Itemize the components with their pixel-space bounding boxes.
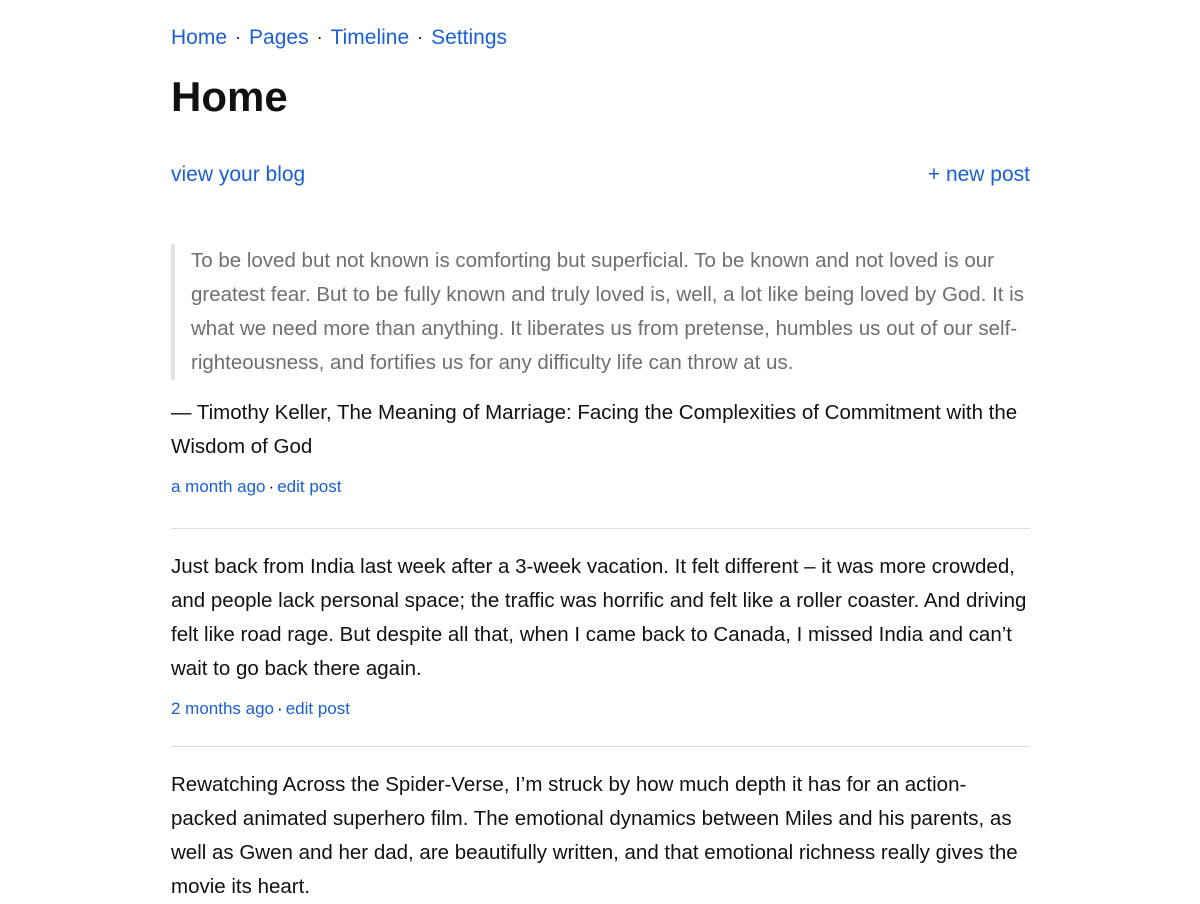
post-divider [171, 528, 1030, 529]
nav-link-pages[interactable]: Pages [249, 26, 309, 49]
post-quote: To be loved but not known is comforting but superficial. To be known and not loved is our greatest fear. But to be fully known and truly loved is, well, a lot like being loved by God. It is what we need more than anything. It liberates us from pretense, humbles us out of our self-righteousness, and fortifies us for any difficulty life can throw at us. [171, 244, 1030, 380]
post-item [171, 550, 1030, 720]
meta-separator: · [268, 477, 275, 496]
view-blog-link[interactable]: view your blog [171, 163, 306, 186]
post-timestamp-link[interactable]: a month ago [171, 477, 266, 496]
nav-separator: · [235, 27, 242, 47]
nav-link-home[interactable]: Home [171, 26, 228, 49]
post-meta [171, 698, 1030, 720]
nav-separator: · [417, 27, 424, 47]
post-body: Rewatching Across the Spider-Verse, I’m struck by how much depth it has for an action-packed animated superhero film. The emotional dynamics between Miles and his parents, as well as Gwen and her dad, are beautifully written, and that emotional richness really gives the movie its heart. [171, 773, 1018, 898]
post-item [171, 768, 1030, 904]
post-divider [171, 746, 1030, 747]
post-timestamp-link[interactable]: 2 months ago [171, 699, 275, 718]
post-meta [171, 476, 1030, 498]
page-title: Home [171, 73, 288, 120]
top-nav [171, 25, 507, 51]
meta-separator: · [277, 699, 283, 718]
post-body: Just back from India last week after a 3-week vacation. It felt different – it was more crowded, and people lack personal space; the traffic was horrific and felt like a roller coaster. And driving felt like road rage. But despite all that, when I came back to Canada, I missed India and can’t wait to go back there again. [171, 555, 1027, 680]
post-item [171, 244, 1030, 498]
nav-link-timeline[interactable]: Timeline [330, 26, 410, 49]
nav-separator: · [316, 27, 323, 47]
new-post-link[interactable]: + new post [927, 163, 1030, 186]
edit-post-link[interactable]: edit post [285, 699, 350, 718]
edit-post-link[interactable]: edit post [277, 477, 342, 496]
nav-link-settings[interactable]: Settings [431, 26, 508, 49]
quote-attribution: — Timothy Keller, The Meaning of Marriage: Facing the Complexities of Commitment with the Wisdom of God [171, 401, 1018, 458]
